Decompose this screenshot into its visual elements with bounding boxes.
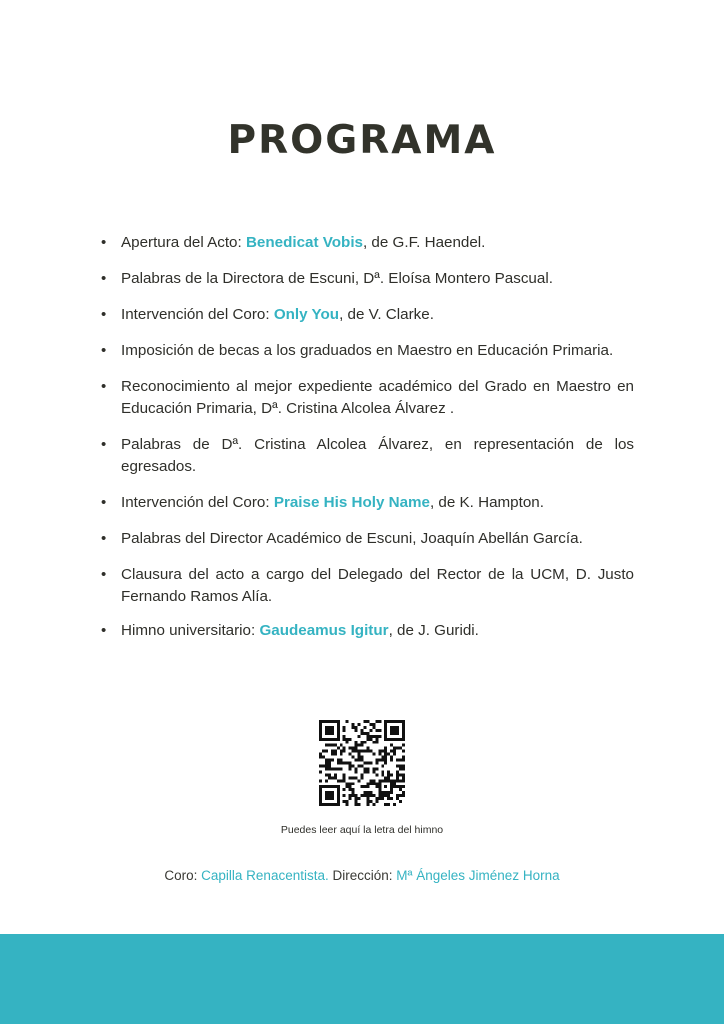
choir-label: Coro:	[164, 868, 202, 883]
director-name: Mª Ángeles Jiménez Horna	[396, 868, 560, 883]
item-text: , de K. Hampton.	[429, 494, 544, 511]
program-item-3	[100, 304, 634, 326]
item-text: Reconocimiento al mejor expediente académico del Grado en Maestro en Educación Primaria, Dª. Cristina Alcolea Álvarez .	[121, 378, 634, 417]
item-text: , de V. Clarke.	[339, 306, 434, 323]
item-text: Himno universitario:	[121, 622, 260, 639]
item-text: Palabras del Director Académico de Escuni, Joaquín Abellán García.	[121, 530, 583, 547]
program-list	[100, 232, 634, 656]
item-text: Clausura del acto a cargo del Delegado del Rector de la UCM, D. Justo Fernando Ramos Alía.	[121, 566, 634, 605]
qr-code-icon[interactable]	[319, 720, 405, 806]
program-item-9	[100, 564, 634, 608]
item-text: Palabras de la Directora de Escuni, Dª. Eloísa Montero Pascual.	[121, 270, 553, 287]
item-text: Intervención del Coro:	[121, 494, 274, 511]
program-item-4	[100, 340, 634, 362]
program-item-8	[100, 528, 634, 550]
qr-caption: Puedes leer aquí la letra del himno	[280, 824, 444, 836]
piece-title: Benedicat Vobis	[245, 234, 363, 251]
program-item-7	[100, 492, 634, 514]
program-item-10	[100, 620, 634, 642]
program-item-1	[100, 232, 634, 254]
item-text: , de G.F. Haendel.	[362, 234, 486, 251]
item-text: Imposición de becas a los graduados en Maestro en Educación Primaria.	[121, 342, 614, 359]
piece-title: Gaudeamus Igitur	[259, 622, 389, 639]
item-text: Palabras de Dª. Cristina Alcolea Álvarez, en representación de los egresados.	[121, 436, 634, 475]
page-title: PROGRAMA	[227, 118, 497, 163]
piece-title: Only You	[273, 306, 340, 323]
item-text: Intervención del Coro:	[121, 306, 274, 323]
credits-line	[0, 868, 724, 883]
program-item-5	[100, 376, 634, 420]
item-text: Apertura del Acto:	[121, 234, 246, 251]
footer-band	[0, 934, 724, 1024]
director-label: Dirección:	[328, 868, 397, 883]
piece-title: Praise His Holy Name	[273, 494, 430, 511]
program-item-6	[100, 434, 634, 478]
choir-name: Capilla Renacentista.	[201, 868, 329, 883]
item-text: , de J. Guridi.	[388, 622, 479, 639]
program-item-2	[100, 268, 634, 290]
